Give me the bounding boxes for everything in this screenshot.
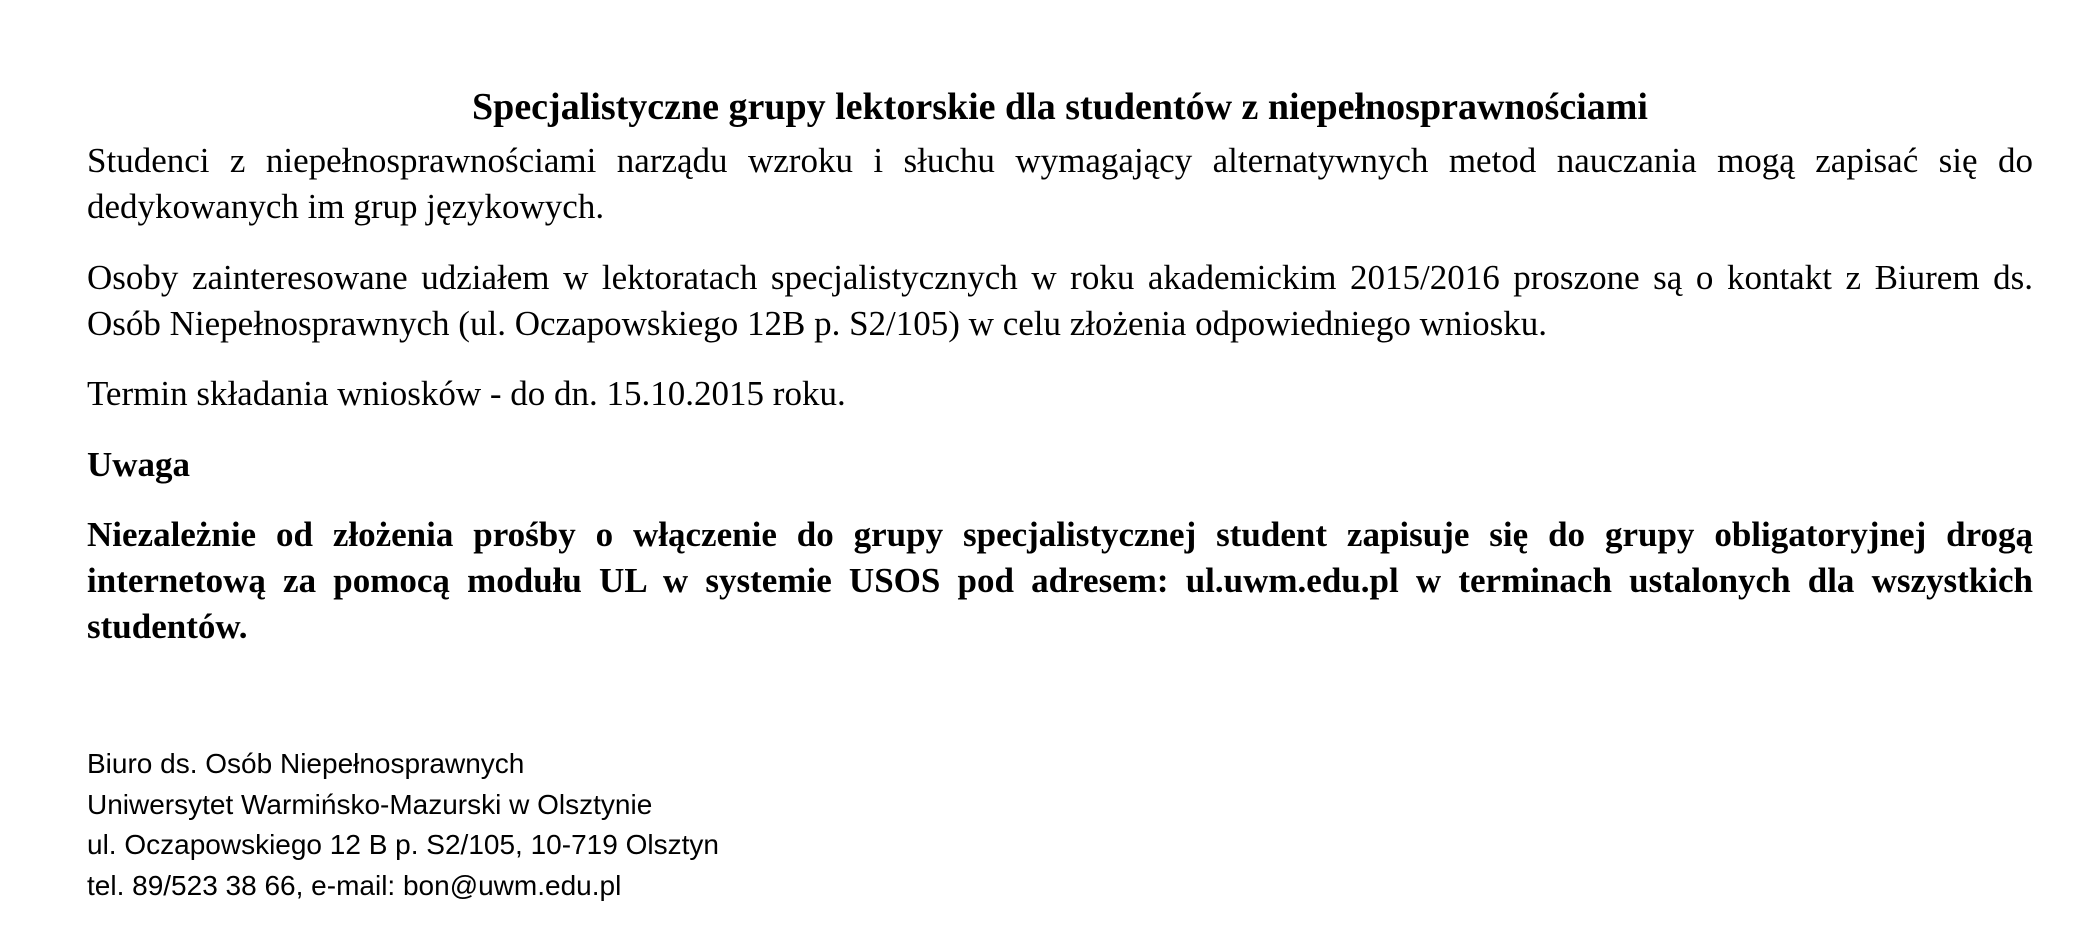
page-title: Specjalistyczne grupy lektorskie dla studentów z niepełnosprawnościami (472, 86, 1648, 128)
note-text: Niezależnie od złożenia prośby o włączenie do grupy specjalistycznej student zapisuje się do grupy obligatoryjnej drogą internetową za pomocą modułu UL w systemie USOS pod adresem: ul.uwm.edu.pl w terminach ustalonych dla wszystkich studentów. (87, 515, 2033, 646)
footer-address: ul. Oczapowskiego 12 B p. S2/105, 10-719 Olsztyn (87, 829, 719, 860)
document-body (87, 78, 2033, 650)
paragraph-intro: Studenci z niepełnosprawnościami narządu wzroku i słuchu wymagający alternatywnych metod nauczania mogą zapisać się do dedykowanych im grup językowych. (87, 141, 2033, 226)
note-heading: Uwaga (87, 445, 191, 484)
footer-contact: tel. 89/523 38 66, e-mail: bon@uwm.edu.pl (87, 869, 622, 901)
paragraph-contact: Osoby zainteresowane udziałem w lektoratach specjalistycznych w roku akademickim 2015/2016 proszone są o kontakt z Biurem ds. Osób Niepełnosprawnych (ul. Oczapowskiego 12B p. S2/105) w celu złożenia odpowiedniego wniosku. (87, 258, 2033, 343)
footer-university: Uniwersytet Warmińsko-Mazurski w Olsztynie (87, 788, 653, 820)
paragraph-deadline: Termin składania wniosków - do dn. 15.10.2015 roku. (87, 374, 846, 413)
footer-office: Biuro ds. Osób Niepełnosprawnych (87, 748, 525, 779)
footer-contact-block (87, 744, 719, 906)
